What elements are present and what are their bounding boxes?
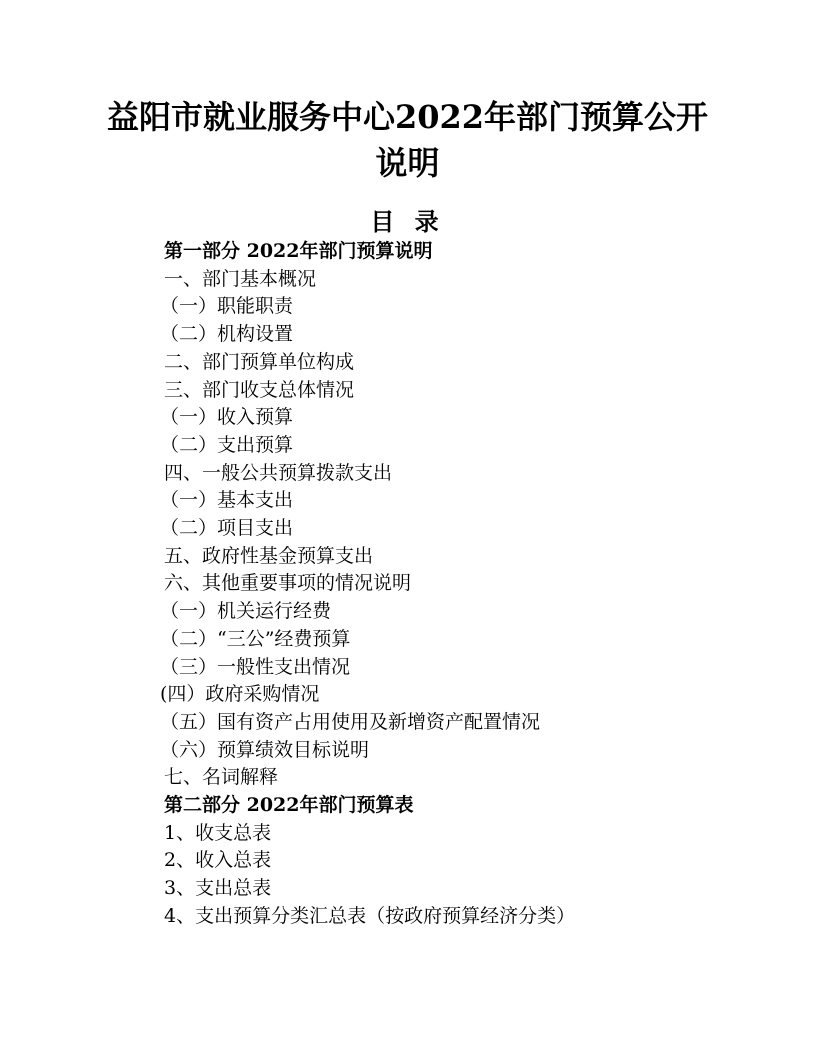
toc-section-item: 七、名词解释	[164, 766, 279, 789]
toc-subsection-item: （二）机构设置	[160, 323, 294, 346]
toc-subsection-item: （五）国有资产占用使用及新增资产配置情况	[160, 710, 541, 733]
toc-section-item: 六、其他重要事项的情况说明	[164, 572, 412, 595]
toc-section-item: 1、收支总表	[164, 821, 272, 844]
toc-subsection-item: （二）“三公”经费预算	[160, 627, 351, 650]
toc-subsection-item: （一）基本支出	[160, 489, 294, 512]
table-of-contents	[160, 238, 576, 931]
toc-section-item: 2、收入总表	[164, 849, 272, 872]
toc-subsection-item: （二）支出预算	[160, 433, 294, 456]
toc-subsection-item: （三）一般性支出情况	[160, 655, 351, 678]
toc-subsection-item: （一）机关运行经费	[160, 600, 332, 623]
toc-section-item: 三、部门收支总体情况	[164, 378, 355, 401]
toc-part-heading: 第二部分 2022年部门预算表	[164, 794, 414, 817]
toc-heading: 目 录	[370, 207, 445, 236]
page-title-line-2: 说明	[375, 144, 440, 182]
toc-section-item: 二、部门预算单位构成	[164, 350, 355, 373]
page-title	[0, 94, 815, 186]
toc-subsection-item: （一）职能职责	[160, 295, 294, 318]
toc-section-item: 四、一般公共预算拨款支出	[164, 461, 393, 484]
toc-subsection-item: （一）收入预算	[160, 406, 294, 429]
toc-section-item: 五、政府性基金预算支出	[164, 544, 374, 567]
toc-section-item: 一、部门基本概况	[164, 267, 317, 290]
page-title-line-1: 益阳市就业服务中心2022年部门预算公开	[106, 98, 709, 136]
toc-subsection-item: （六）预算绩效目标说明	[160, 738, 370, 761]
toc-section-item: 4、支出预算分类汇总表（按政府预算经济分类）	[164, 904, 576, 927]
toc-part-heading: 第一部分 2022年部门预算说明	[164, 240, 433, 262]
toc-subsection-item: （二）项目支出	[160, 517, 294, 540]
toc-section-item: 3、支出总表	[164, 877, 272, 900]
toc-subsection-item: (四）政府采购情况	[160, 683, 320, 706]
